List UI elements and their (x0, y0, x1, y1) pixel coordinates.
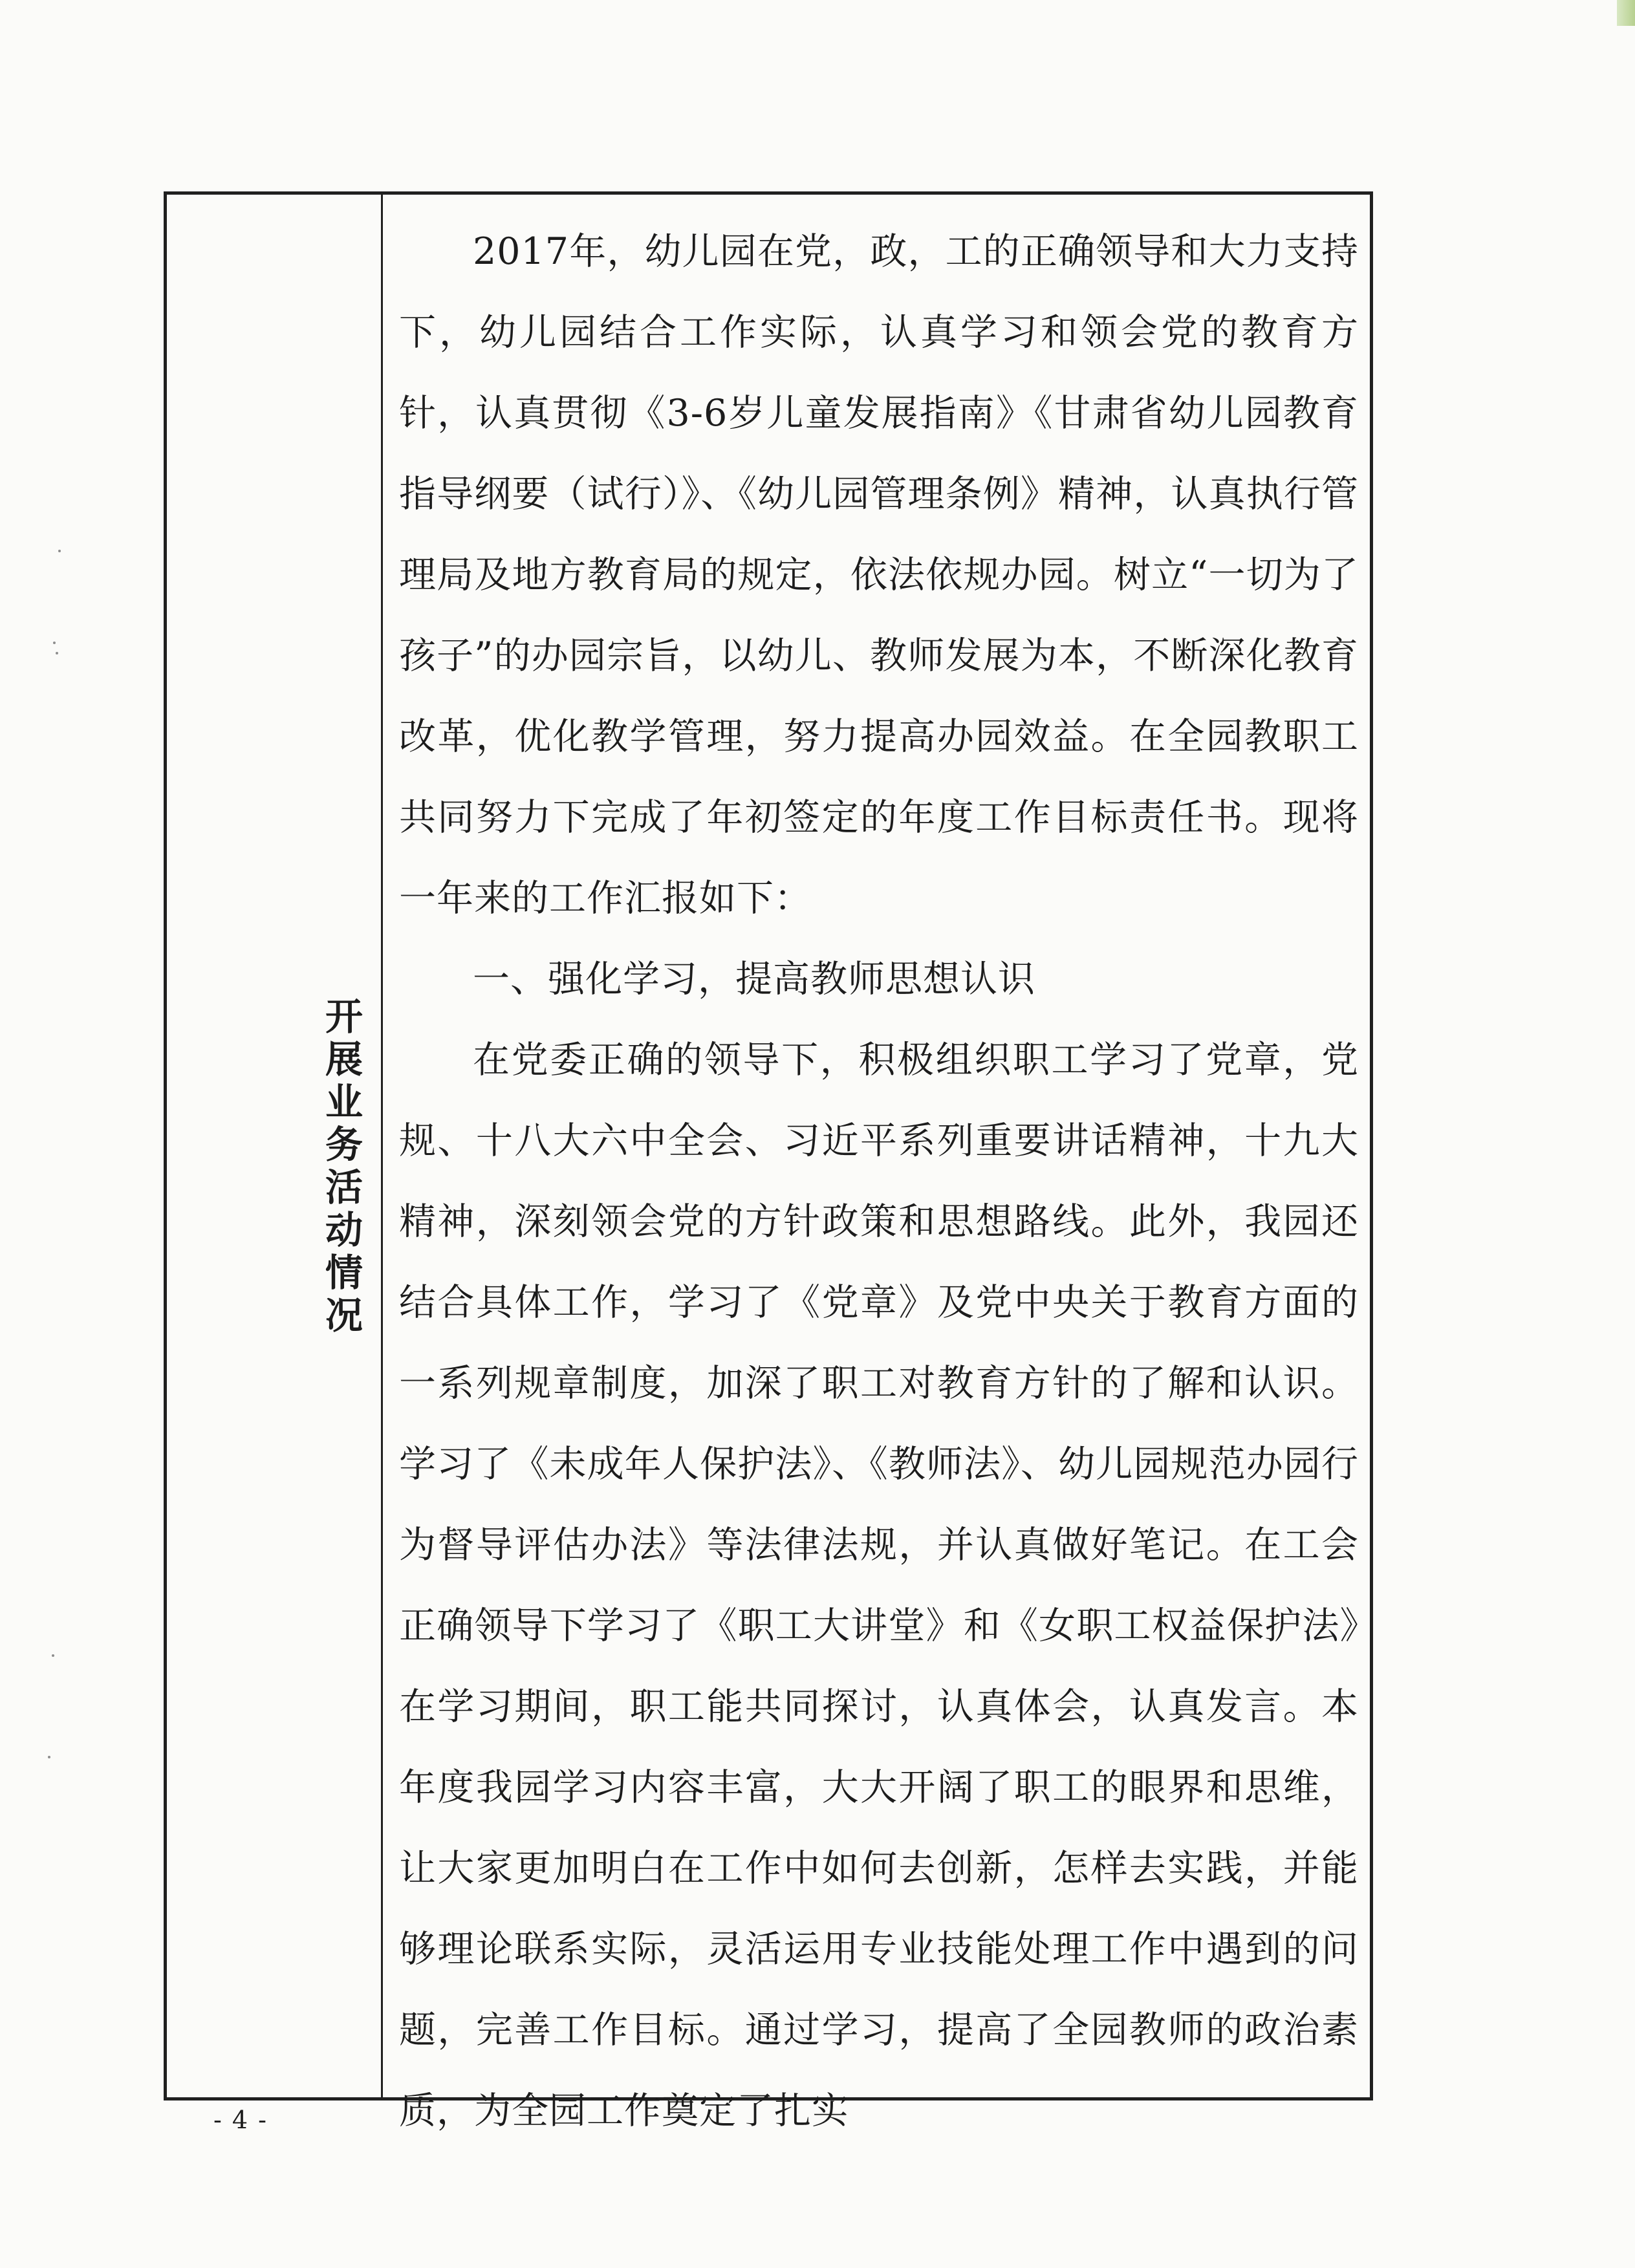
scan-speck (53, 642, 56, 644)
heading-cell (167, 195, 381, 2097)
paragraph-intro: 2017年，幼儿园在党，政，工的正确领导和大力支持下，幼儿园结合工作实际，认真学习和领会党的教育方针，认真贯彻《3-6岁儿童发展指南》《甘肃省幼儿园教育指导纲要（试行）》、《幼儿园管理条例》精神，认真执行管理局及地方教育局的规定，依法依规办园。树立“一切为了孩子”的办园宗旨，以幼儿、教师发展为本，不断深化教育改革，优化教学管理，努力提高办园效益。在全园教职工共同努力下完成了年初签定的年度工作目标责任书。现将一年来的工作汇报如下： (399, 230, 1359, 920)
subheading: 一、强化学习，提高教师思想认识 (473, 958, 1035, 1000)
page-number: - 4 - (213, 2106, 268, 2134)
content-cell (399, 211, 1359, 2152)
scan-speck (48, 1756, 50, 1758)
scan-speck (56, 652, 58, 654)
scan-edge-mark (1617, 0, 1635, 26)
section-heading: 开展业务活动情况 (319, 997, 363, 1338)
scan-speck (58, 550, 61, 552)
paragraph-study: 在党委正确的领导下，积极组织职工学习了党章，党规、十八大六中全会、习近平系列重要讲话精神，十九大精神，深刻领会党的方针政策和思想路线。此外，我园还结合具体工作，学习了《党章》及党中央关于教育方面的一系列规章制度，加深了职工对教育方针的了解和认识。学习了《未成年人保护法》、《教师法》、幼儿园规范办园行为督导评估办法》等法律法规，并认真做好笔记。在工会正确领导下学习了《职工大讲堂》和《女职工权益保护法》在学习期间，职工能共同探讨，认真体会，认真发言。本年度我园学习内容丰富，大大开阔了职工的眼界和思维，让大家更加明白在工作中如何去创新，怎样去实践，并能够理论联系实际，灵活运用专业技能处理工作中遇到的问题，完善工作目标。通过学习，提高了全园教师的政治素质，为全园工作奠定了扎实 (399, 1039, 1359, 2132)
scan-speck (52, 1654, 54, 1657)
table-column-divider (381, 191, 383, 2101)
